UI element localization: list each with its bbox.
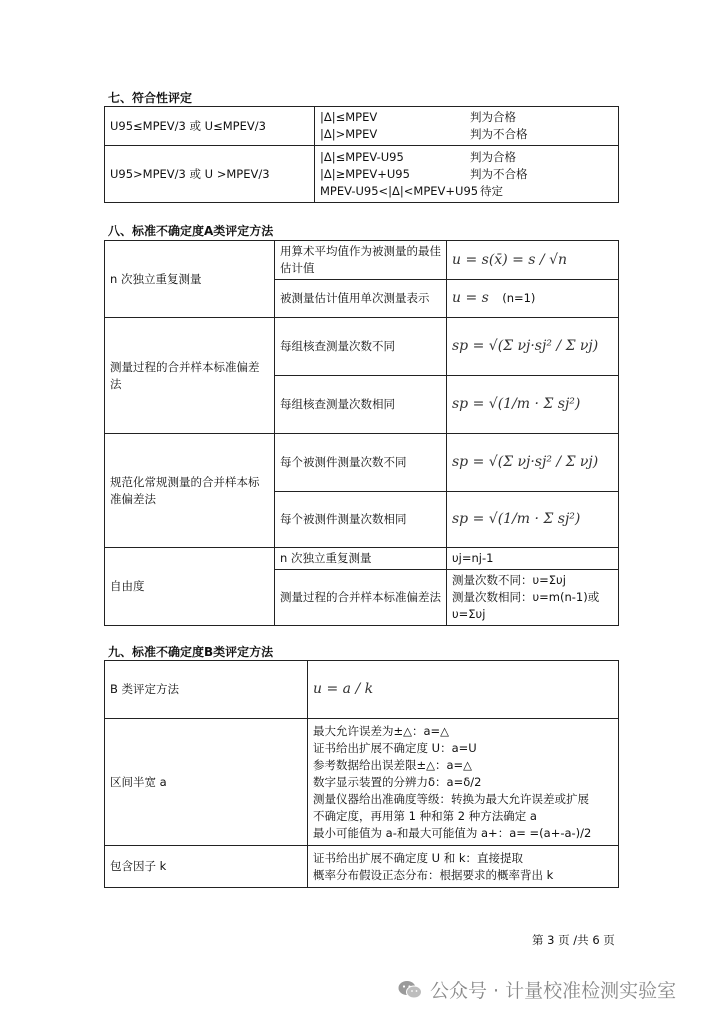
rule-line: 参考数据给出误差限±△：a=△	[313, 757, 473, 772]
rule-list	[308, 719, 619, 846]
rule-list	[308, 846, 619, 888]
rule-line: 不确定度，再用第 1 种和第 2 种方法确定 a	[313, 808, 537, 823]
case-label: 每组核查测量次数不同	[275, 318, 447, 376]
rule-line: 概率分布假设正态分布：根据要求的概率背出 k	[313, 867, 554, 882]
rule-text: |Δ|≥MPEV+U95	[320, 166, 410, 181]
formula-line: 测量次数不同：υ=Συj	[452, 573, 566, 587]
group-label: 测量过程的合并样本标准偏差法	[105, 318, 275, 434]
rule-text: |Δ|≤MPEV	[320, 110, 378, 124]
case-label: 每组核查测量次数相同	[275, 376, 447, 434]
formula: sp = √(Σ νj·sj² / Σ νj)	[447, 318, 619, 376]
formula: sp = √(1/m · Σ sj²)	[447, 492, 619, 548]
case-label: 测量过程的合并样本标准偏差法	[275, 570, 447, 626]
section-7-title: 七、符合性评定	[108, 91, 193, 105]
type-b-table	[104, 660, 619, 888]
rule-line: 证书给出扩展不确定度 U 和 k：直接提取	[313, 850, 524, 865]
case-label: 每个被测件测量次数相同	[275, 492, 447, 548]
group-label: n 次独立重复测量	[105, 241, 275, 318]
formula-line: υ=Συj	[452, 607, 486, 621]
rule-line: 测量仪器给出准确度等级：转换为最大允许误差或扩展	[313, 791, 589, 806]
cond-cell: U95≤MPEV/3 或 U≤MPEV/3	[105, 107, 315, 146]
group-label: 自由度	[105, 548, 275, 626]
page-footer: 第 3 页 /共 6 页	[532, 933, 615, 947]
rule-text: |Δ|≤MPEV-U95	[320, 149, 404, 164]
formula-note: (n=1)	[502, 291, 536, 305]
formula: u = a / k	[308, 661, 619, 719]
result-cell	[315, 107, 619, 146]
rule-line: 最大允许误差为±△：a=△	[313, 723, 450, 738]
conformity-table	[104, 106, 619, 203]
row-label: 包含因子 k	[105, 846, 308, 888]
watermark-text: 公众号 · 计量校准检测实验室	[430, 980, 677, 1002]
formula: sp = √(Σ νj·sj² / Σ νj)	[447, 434, 619, 492]
cond-cell: U95>MPEV/3 或 U >MPEV/3	[105, 146, 315, 203]
type-a-table	[104, 240, 619, 626]
formula-main: u = s	[452, 290, 489, 306]
verdict-text: 判为不合格	[470, 127, 528, 141]
row-label: 区间半宽 a	[105, 719, 308, 846]
verdict-text: 判为合格	[470, 149, 516, 164]
formula	[447, 570, 619, 626]
case-label: 被测量估计值用单次测量表示	[275, 280, 447, 318]
verdict-text: 待定	[480, 183, 503, 198]
verdict-text: 判为不合格	[470, 166, 528, 181]
section-8-title: 八、标准不确定度A类评定方法	[108, 224, 274, 238]
group-label: 规范化常规测量的合并样本标准偏差法	[105, 434, 275, 548]
formula: u = s(x̄) = s / √n	[447, 241, 619, 280]
watermark	[398, 976, 676, 1003]
formula-line: 测量次数相同：υ=m(n-1)或	[452, 590, 600, 604]
rule-line: 最小可能值为 a-和最大可能值为 a+：a= =(a+-a-)/2	[313, 825, 592, 840]
rule-text: MPEV-U95<|Δ|<MPEV+U95	[320, 183, 479, 198]
verdict-text: 判为合格	[470, 110, 516, 124]
case-label: 用算术平均值作为被测量的最佳估计值	[275, 241, 447, 280]
wechat-icon	[398, 980, 422, 1000]
section-9-title: 九、标准不确定度B类评定方法	[108, 645, 274, 659]
case-label: n 次独立重复测量	[275, 548, 447, 570]
rule-line: 数字显示装置的分辨力δ：a=δ/2	[313, 774, 482, 789]
rule-text: |Δ|>MPEV	[320, 127, 378, 141]
formula: sp = √(1/m · Σ sj²)	[447, 376, 619, 434]
result-cell	[315, 146, 619, 203]
row-label: B 类评定方法	[105, 661, 308, 719]
formula: υj=nj-1	[447, 548, 619, 570]
rule-line: 证书给出扩展不确定度 U：a=U	[313, 740, 477, 755]
formula	[447, 280, 619, 318]
case-label: 每个被测件测量次数不同	[275, 434, 447, 492]
